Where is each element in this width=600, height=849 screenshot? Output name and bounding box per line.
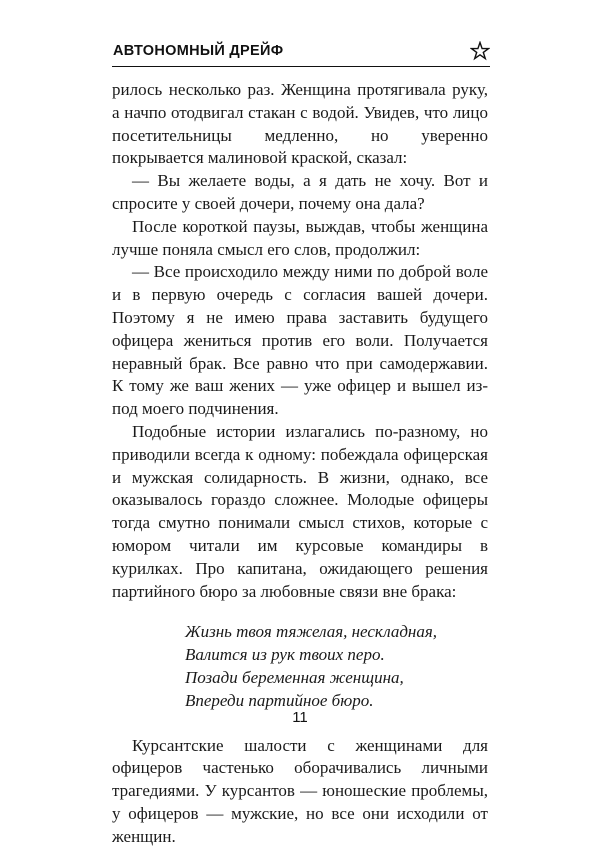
paragraph: — Вы желаете воды, а я дать не хочу. Вот и спросите у своей дочери, почему она дала?	[112, 171, 488, 213]
running-header	[112, 41, 490, 65]
header-divider	[112, 66, 490, 67]
star-outline-icon	[470, 41, 490, 61]
poem-stanza	[185, 621, 488, 712]
paragraph: После короткой паузы, выждав, чтобы женщина лучше поняла смысл его слов, продолжил:	[112, 216, 488, 259]
paragraph: Подобные истории излагались по-разному, но приводили всегда к одному: побеждала офицерская и мужская солидарность. В жизни, однако, все оказывалось гораздо сложнее. Молодые офицеры тогда смутно понимали смысл стихов, которые с юмором читали им курсовые командиры в курилках. Про капитана, ожидающего решения партийного бюро за любовные связи вне брака:	[112, 421, 488, 601]
paragraph: рилось несколько раз. Женщина протягивала руку, а начпо отодвигал стакан с водой. Увидев, что лицо посетительницы медленно, но уверенно покрывается малиновой краской, сказал:	[112, 80, 488, 168]
page-number: 11	[292, 709, 308, 726]
poem-line: Позади беременная женщина,	[185, 667, 404, 687]
poem-line: Валится из рук твоих перо.	[185, 645, 385, 665]
paragraph: Курсантские шалости с женщинами для офицеров частенько оборачивались личными трагедиями. У курсантов — юношеские проблемы, у офицеров — мужские, но все они исходили от женщин.	[112, 735, 488, 846]
poem-line: Жизнь твоя тяжелая, нескладная,	[185, 622, 438, 642]
poem-line: Впереди партийное бюро.	[185, 690, 374, 710]
page-body	[112, 79, 488, 849]
running-header-title: АВТОНОМНЫЙ ДРЕЙФ	[113, 43, 284, 59]
paragraph: — Все происходило между ними по доброй воле и в первую очередь с согласия вашей дочери. Поэтому я не имею права заставить будущего офицера жениться против его воли. Получается неравный брак. Все равно что при самодержавии. К тому же ваш жених — уже офицер и вышел из-под моего подчинения.	[112, 262, 488, 419]
